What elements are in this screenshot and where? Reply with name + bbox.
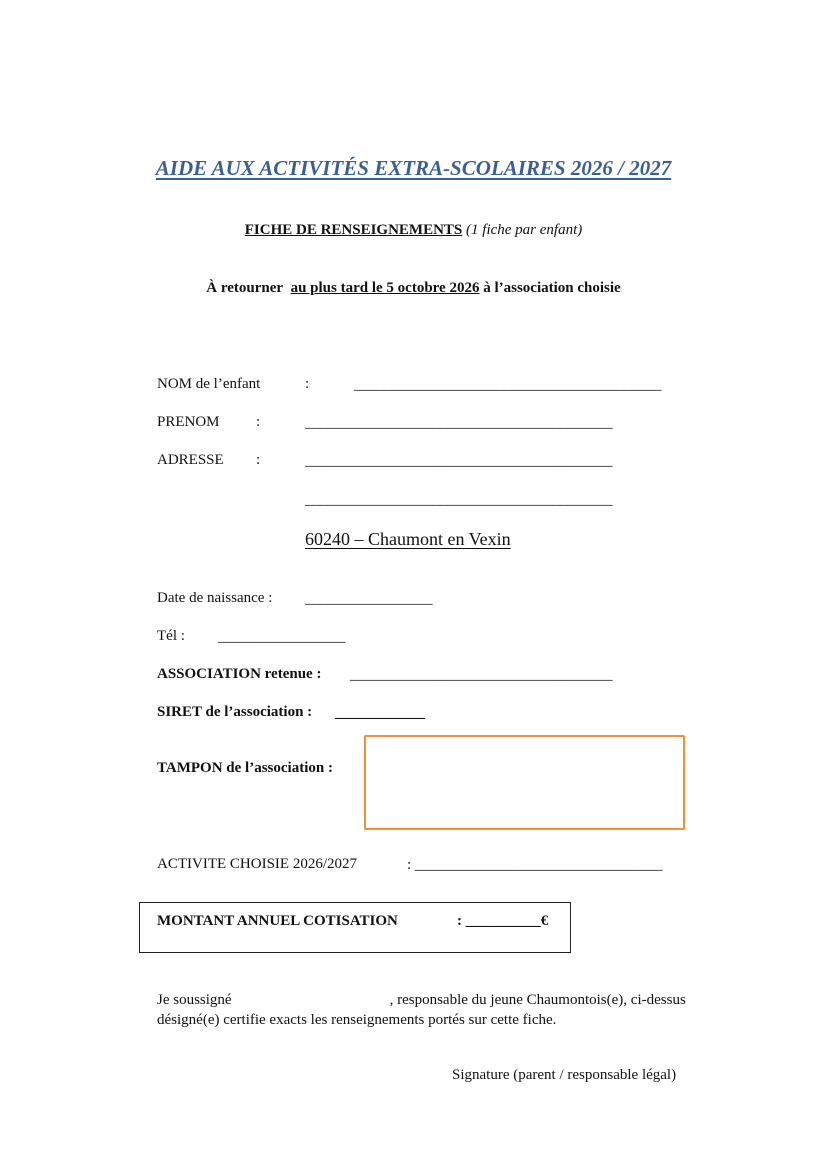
- signature-label: Signature (parent / responsable légal): [452, 1067, 677, 1083]
- nom-colon: :: [305, 376, 310, 392]
- activite-field[interactable]: : _________________________________: [407, 857, 663, 873]
- association-field[interactable]: ___________________________________: [350, 667, 613, 683]
- city-postcode: 60240 – Chaumont en Vexin: [305, 529, 511, 549]
- prenom-label: PRENOM: [157, 414, 220, 430]
- tel-field[interactable]: _________________: [218, 629, 346, 645]
- declaration-prefix: Je soussigné: [157, 992, 232, 1008]
- siret-label: SIRET de l’association :: [157, 704, 313, 720]
- association-label: ASSOCIATION retenue :: [157, 666, 322, 682]
- prenom-colon: :: [256, 414, 261, 430]
- return-notice: [0, 280, 827, 297]
- declaration-line2: désigné(e) certifie exacts les renseignements portés sur cette fiche.: [157, 1012, 557, 1028]
- tampon-label: TAMPON de l’association :: [157, 760, 333, 776]
- return-suffix: à l’association choisie: [483, 280, 621, 296]
- subtitle-note: (1 fiche par enfant): [466, 222, 583, 238]
- subtitle-main: FICHE DE RENSEIGNEMENTS: [244, 222, 463, 238]
- nom-field[interactable]: _________________________________________: [354, 377, 662, 393]
- prenom-field[interactable]: _________________________________________: [305, 415, 613, 431]
- document-title: AIDE AUX ACTIVITÉS EXTRA-SCOLAIRES 2026 / 2027: [155, 156, 672, 180]
- tel-label: Tél :: [157, 628, 185, 644]
- date-naissance-label: Date de naissance :: [157, 590, 273, 606]
- declaration-rest: , responsable du jeune Chaumontois(e), ci-dessus: [389, 992, 686, 1008]
- nom-label: NOM de l’enfant: [157, 376, 261, 392]
- adresse-field-line2[interactable]: _________________________________________: [305, 492, 613, 508]
- date-naissance-field[interactable]: _________________: [305, 591, 433, 607]
- adresse-colon: :: [256, 452, 261, 468]
- montant-label: MONTANT ANNUEL COTISATION: [157, 913, 398, 929]
- declaration: [157, 990, 686, 1030]
- siret-field[interactable]: ____________: [335, 705, 425, 721]
- return-prefix: À retourner: [206, 280, 284, 296]
- stamp-box[interactable]: [364, 735, 685, 830]
- declaration-line1: [157, 990, 686, 1010]
- montant-field[interactable]: : __________€: [457, 913, 549, 929]
- adresse-label: ADRESSE: [157, 452, 224, 468]
- return-deadline: au plus tard le 5 octobre 2026: [290, 280, 480, 296]
- activite-label: ACTIVITE CHOISIE 2026/2027: [157, 856, 357, 872]
- form-subtitle: [0, 222, 827, 239]
- adresse-field-line1[interactable]: _________________________________________: [305, 453, 613, 469]
